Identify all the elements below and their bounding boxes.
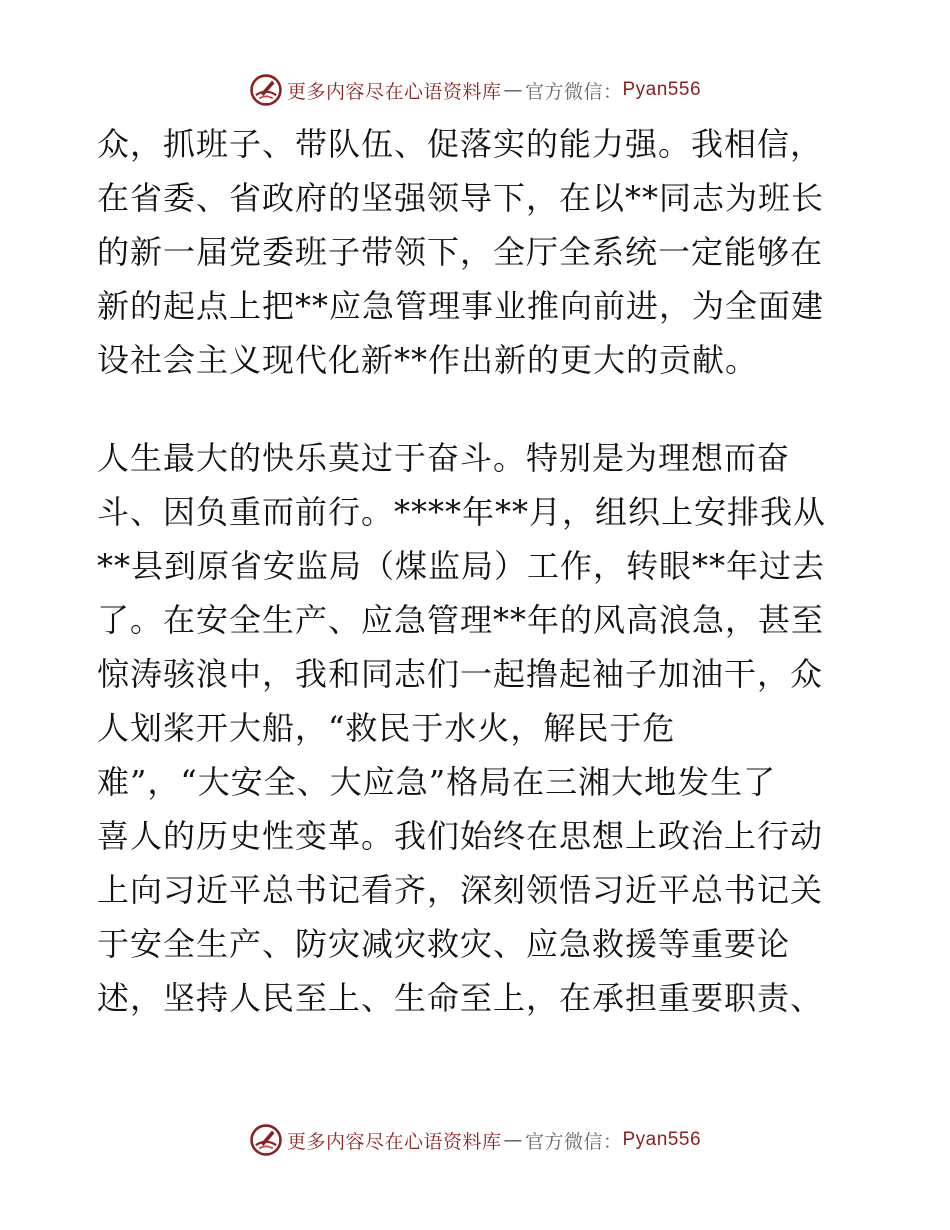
text-line: 新的起点上把**应急管理事业推向前进，为全面建 — [97, 287, 825, 325]
text-line: 喜人的历史性变革。我们始终在思想上政治上行动 — [97, 817, 824, 855]
watermark-wechat-label: 官方微信： — [524, 1130, 623, 1153]
text-line: **县到原省安监局（煤监局）工作，转眼**年过去 — [97, 547, 826, 585]
text-line: 难”，“大安全、大应急”格局在三湘大地发生了 — [97, 763, 777, 801]
text-line: 的新一届党委班子带领下，全厅全系统一定能够在 — [97, 233, 824, 271]
text-line: 惊涛骇浪中，我和同志们一起撸起袖子加油干，众 — [97, 655, 824, 693]
paragraph-1 — [97, 117, 857, 387]
watermark-main-text: 更多内容尽在心语资料库 — [286, 1130, 502, 1153]
text-line: 众，抓班子、带队伍、促落实的能力强。我相信， — [97, 125, 824, 163]
paragraph-2 — [97, 431, 857, 1025]
header-watermark-banner — [0, 68, 950, 112]
watermark-wechat-label: 官方微信： — [524, 80, 623, 103]
watermark-separator: — — [503, 79, 523, 101]
watermark-separator: — — [503, 1129, 523, 1151]
text-line: 人生最大的快乐莫过于奋斗。特别是为理想而奋 — [97, 439, 791, 477]
text-line: 了。在安全生产、应急管理**年的风高浪急，甚至 — [97, 601, 825, 639]
text-line: 斗、因负重而前行。****年**月，组织上安排我从 — [97, 493, 827, 531]
watermark-wechat-id: Pyan556 — [622, 1129, 702, 1150]
book-pen-logo-icon — [249, 73, 283, 107]
text-line: 在省委、省政府的坚强领导下，在以**同志为班长 — [97, 179, 825, 217]
text-line: 于安全生产、防灾减灾救灾、应急救援等重要论 — [97, 925, 791, 963]
text-line: 述，坚持人民至上、生命至上，在承担重要职责、 — [97, 979, 824, 1017]
book-pen-logo-icon — [249, 1123, 283, 1157]
text-line: 设社会主义现代化新**作出新的更大的贡献。 — [97, 341, 759, 379]
watermark-wechat-id: Pyan556 — [622, 79, 702, 100]
watermark-main-text: 更多内容尽在心语资料库 — [286, 80, 502, 103]
text-line: 上向习近平总书记看齐，深刻领悟习近平总书记关 — [97, 871, 824, 909]
footer-watermark-banner — [0, 1118, 950, 1162]
text-line: 人划桨开大船，“救民于水火，解民于危 — [97, 709, 676, 747]
